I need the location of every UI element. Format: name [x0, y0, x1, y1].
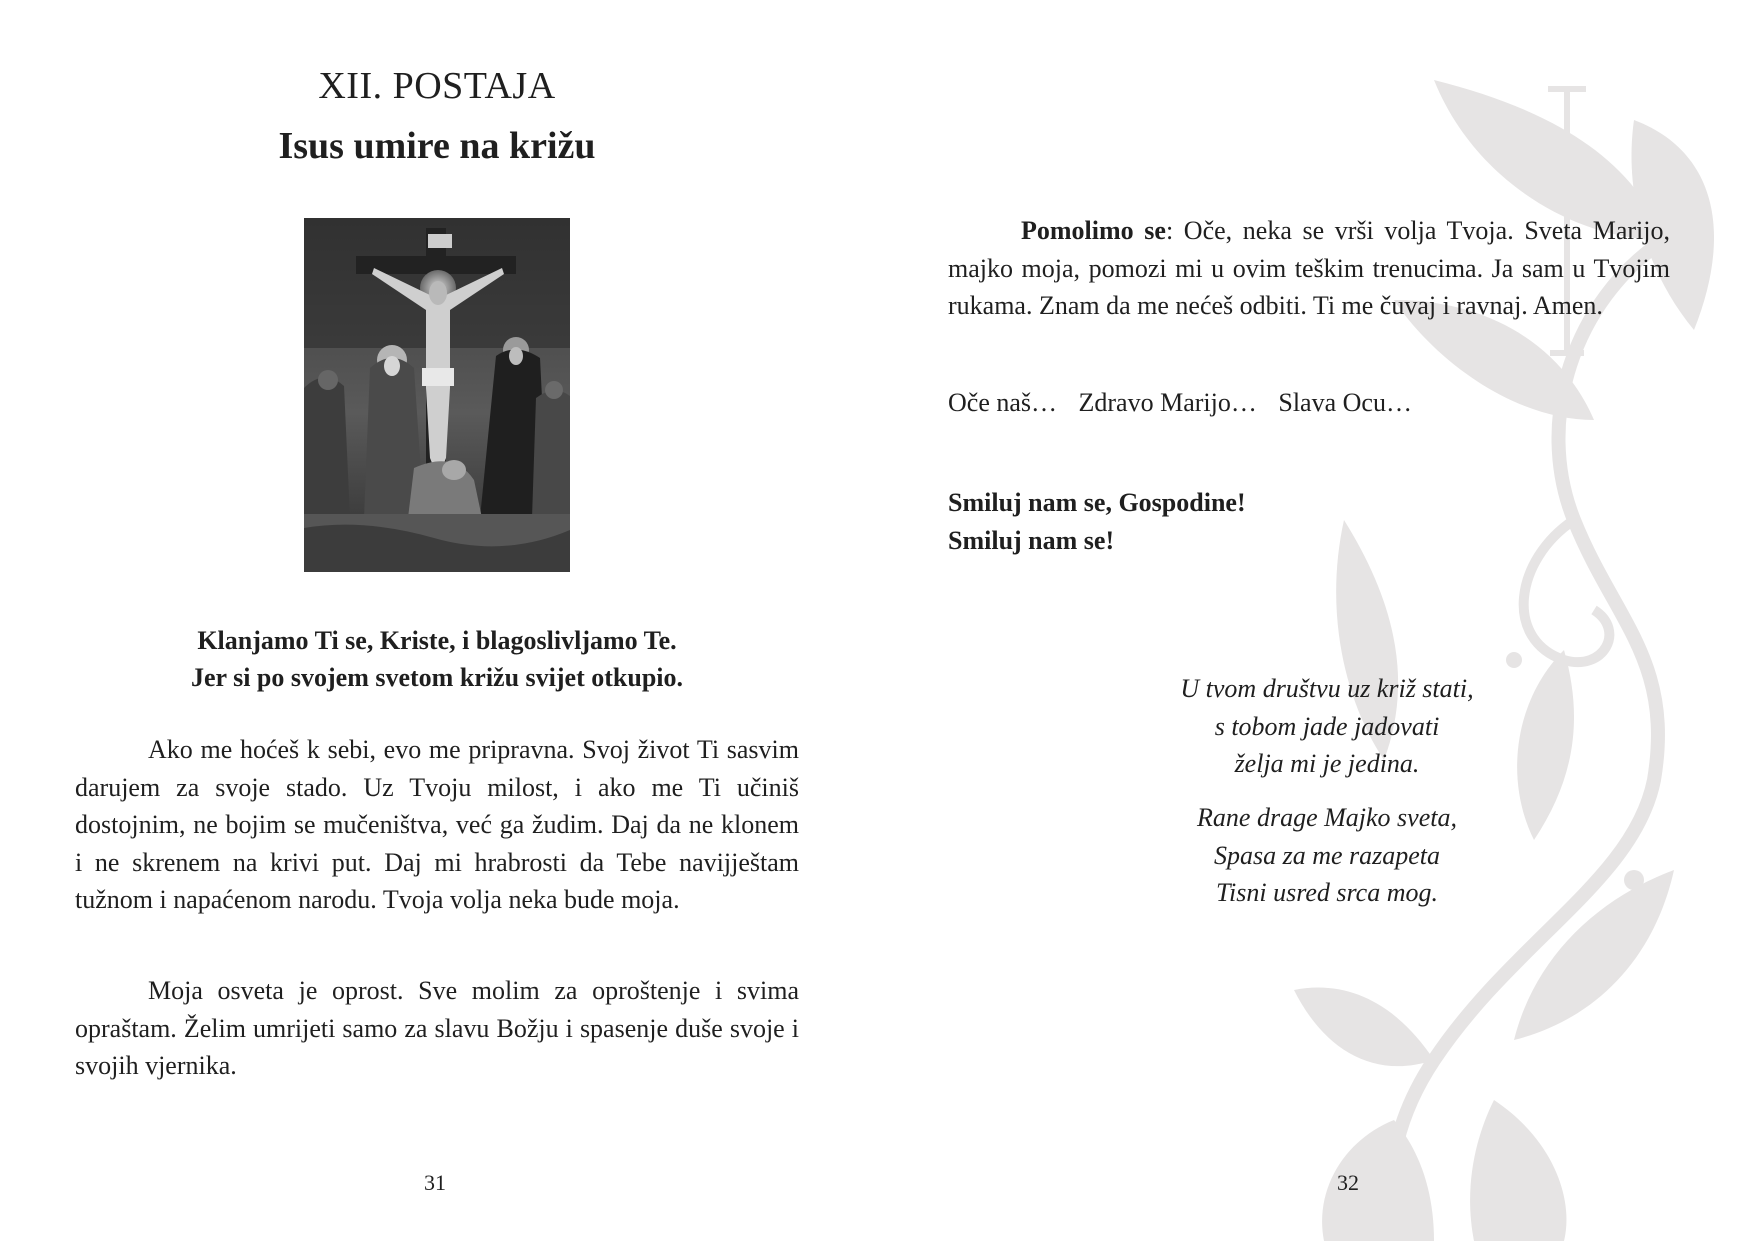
- hymn-stanza-1: [1104, 670, 1550, 783]
- hymn-line: želja mi je jedina.: [1234, 749, 1420, 778]
- adoration-line-1: Klanjamo Ti se, Kriste, i blagoslivljamo Te.: [197, 626, 677, 655]
- mercy-invocation: [948, 484, 1246, 559]
- hymn-stanza-2: [1104, 799, 1550, 912]
- hymn-line: Rane drage Majko sveta,: [1197, 803, 1457, 832]
- short-prayer-our-father: Oče naš…: [948, 388, 1058, 417]
- hymn-line: Spasa za me razapeta: [1213, 840, 1441, 870]
- adoration-response: [60, 622, 814, 696]
- crucifixion-illustration: [304, 218, 570, 572]
- meditation-paragraph-2: Moja osveta je oprost. Sve molim za oproštenje i svima opraštam. Želim umrijeti samo za slavu Božju i spasenje duše svoje i svojih vjernika.: [75, 976, 799, 1080]
- short-prayers: [948, 384, 1427, 421]
- meditation-paragraph-1: Ako me hoćeš k sebi, evo me pripravna. Svoj život Ti sasvim darujem za svoje stado. Uz Tvoju milost, i ako me Ti učiniš dostojnim, ne bojim se mučeništva, već ga žudim. Daj da ne klonem i ne skrenem na krivi put. Daj mi hrabrosti da Tebe navijještam tužnom i napaćenom narodu. Tvoja volja neka bude moja.: [75, 735, 799, 914]
- short-prayer-glory-be: Slava Ocu…: [1278, 388, 1412, 417]
- hymn-line: Tisni usred srca mog.: [1216, 878, 1438, 907]
- mercy-line-2: Smiluj nam se!: [948, 525, 1115, 555]
- floral-vine-ornament: [874, 0, 1749, 1241]
- page-number-right: 32: [1337, 1170, 1359, 1195]
- prayer-paragraph: [948, 212, 1670, 325]
- left-page: [0, 0, 874, 1241]
- mercy-line-1: Smiluj nam se, Gospodine!: [948, 488, 1246, 517]
- page-number-left: 31: [424, 1170, 446, 1195]
- adoration-line-2: Jer si po svojem svetom križu svijet otkupio.: [190, 663, 684, 692]
- prayer-text: : Oče, neka se vrši volja Tvoja. Sveta Marijo, majko moja, pomozi mi u ovim teškim trenucima. Ja sam u Tvojim rukama. Znam da me nećeš odbiti. Ti me čuvaj i ravnaj. Amen.: [948, 216, 1670, 320]
- prayer-lead: Pomolimo se: [1021, 216, 1166, 245]
- hymn-line: U tvom društvu uz križ stati,: [1180, 674, 1474, 703]
- hymn-line: s tobom jade jadovati: [1214, 711, 1440, 741]
- short-prayer-hail-mary: Zdravo Marijo…: [1078, 388, 1257, 417]
- right-page: [874, 0, 1749, 1241]
- station-number: XII. POSTAJA: [318, 65, 556, 107]
- station-title: Isus umire na križu: [278, 125, 596, 167]
